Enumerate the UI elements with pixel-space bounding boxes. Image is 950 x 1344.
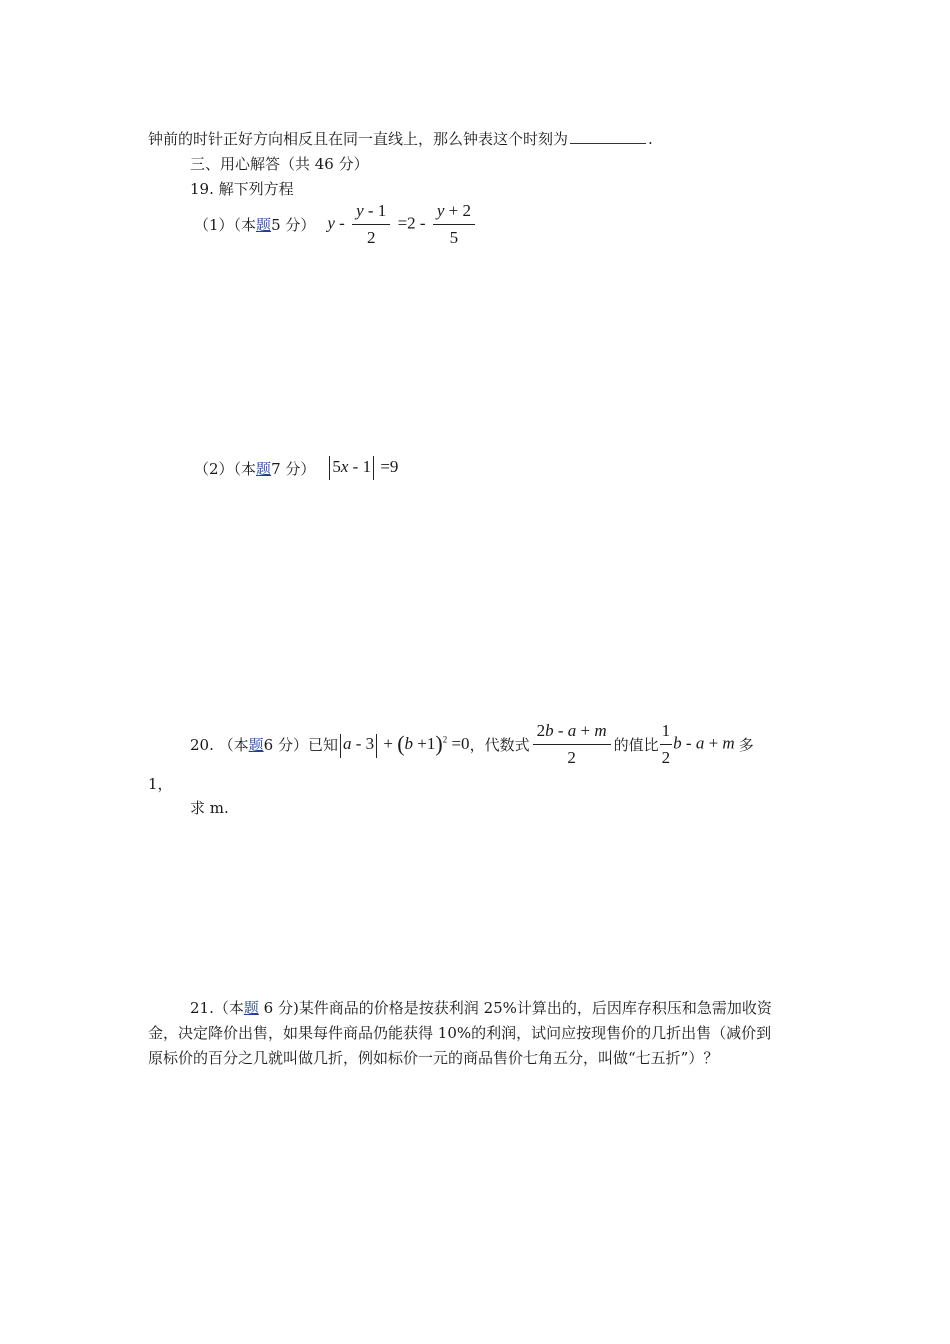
section-3-title: 三、用心解答（共 46 分） [190,155,369,173]
question-20-line-2: 1， [148,775,173,793]
question-20-tail: 多 [738,736,754,754]
question-21-prefix: 21.（本 [190,999,244,1017]
question-21-line-1 [190,996,772,1020]
question-20-line-3: 求 m. [190,799,229,817]
algebraic-expression: $\frac{2b - a + m}{2}$ [530,720,614,769]
part-2-link[interactable]: 题 [256,459,272,478]
question-20-prefix: 20. （本 [190,736,249,754]
fraction-y-plus-2-over-5: $\frac{y + 2}{5}$ [433,200,475,249]
part-1-link[interactable]: 题 [256,216,272,234]
answer-blank[interactable] [570,129,646,144]
question-21-link[interactable]: 题 [243,999,259,1017]
question-20 [190,720,754,769]
equation-1: y - $\frac{y - 1}{2}$ =2 - $\frac{y + 2}{5}$ [327,200,478,249]
question-19-part-2 [194,456,398,480]
question-19-part-1 [194,200,478,249]
part-2-prefix: （2）（本 [194,459,257,478]
comparison-expression: $\frac{1}{2}$ b - a + m [661,721,735,767]
fraction-y-minus-1-over-2: $\frac{y - 1}{2}$ [352,200,390,249]
question-18-continuation [148,127,653,151]
part-1-suffix: 5 分） [271,216,316,234]
question-20-link[interactable]: 题 [248,736,264,754]
question-20-mid: ，代数式 [469,736,530,754]
equation-2: 5x - 1 =9 [327,456,398,480]
part-1-prefix: （1）（本 [194,216,257,234]
question-18-text: 钟前的时针正好方向相反且在同一直线上，那么钟表这个时刻为 [148,130,569,148]
question-20-mid2: 的值比 [613,736,659,754]
part-2-suffix: 7 分） [271,459,316,478]
question-19-title: 19. 解下列方程 [190,180,294,198]
question-21-line-3: 原标价的百分之几就叫做几折，例如标价一元的商品售价七角五分，叫做“七五折”）？ [148,1049,719,1067]
question-21-suffix: 6 分)某件商品的价格是按获利润 25%计算出的，后因库存积压和急需加收资 [258,999,772,1017]
condition-expression: $a - 3 + (b +1)^2 =0$ [338,731,470,757]
question-18-period: . [648,130,653,148]
question-20-suffix: 6 分）已知 [263,736,338,754]
question-21-line-2: 金，决定降价出售，如果每件商品仍能获得 10%的利润，试问应按现售价的几折出售（减价到 [148,1024,772,1042]
